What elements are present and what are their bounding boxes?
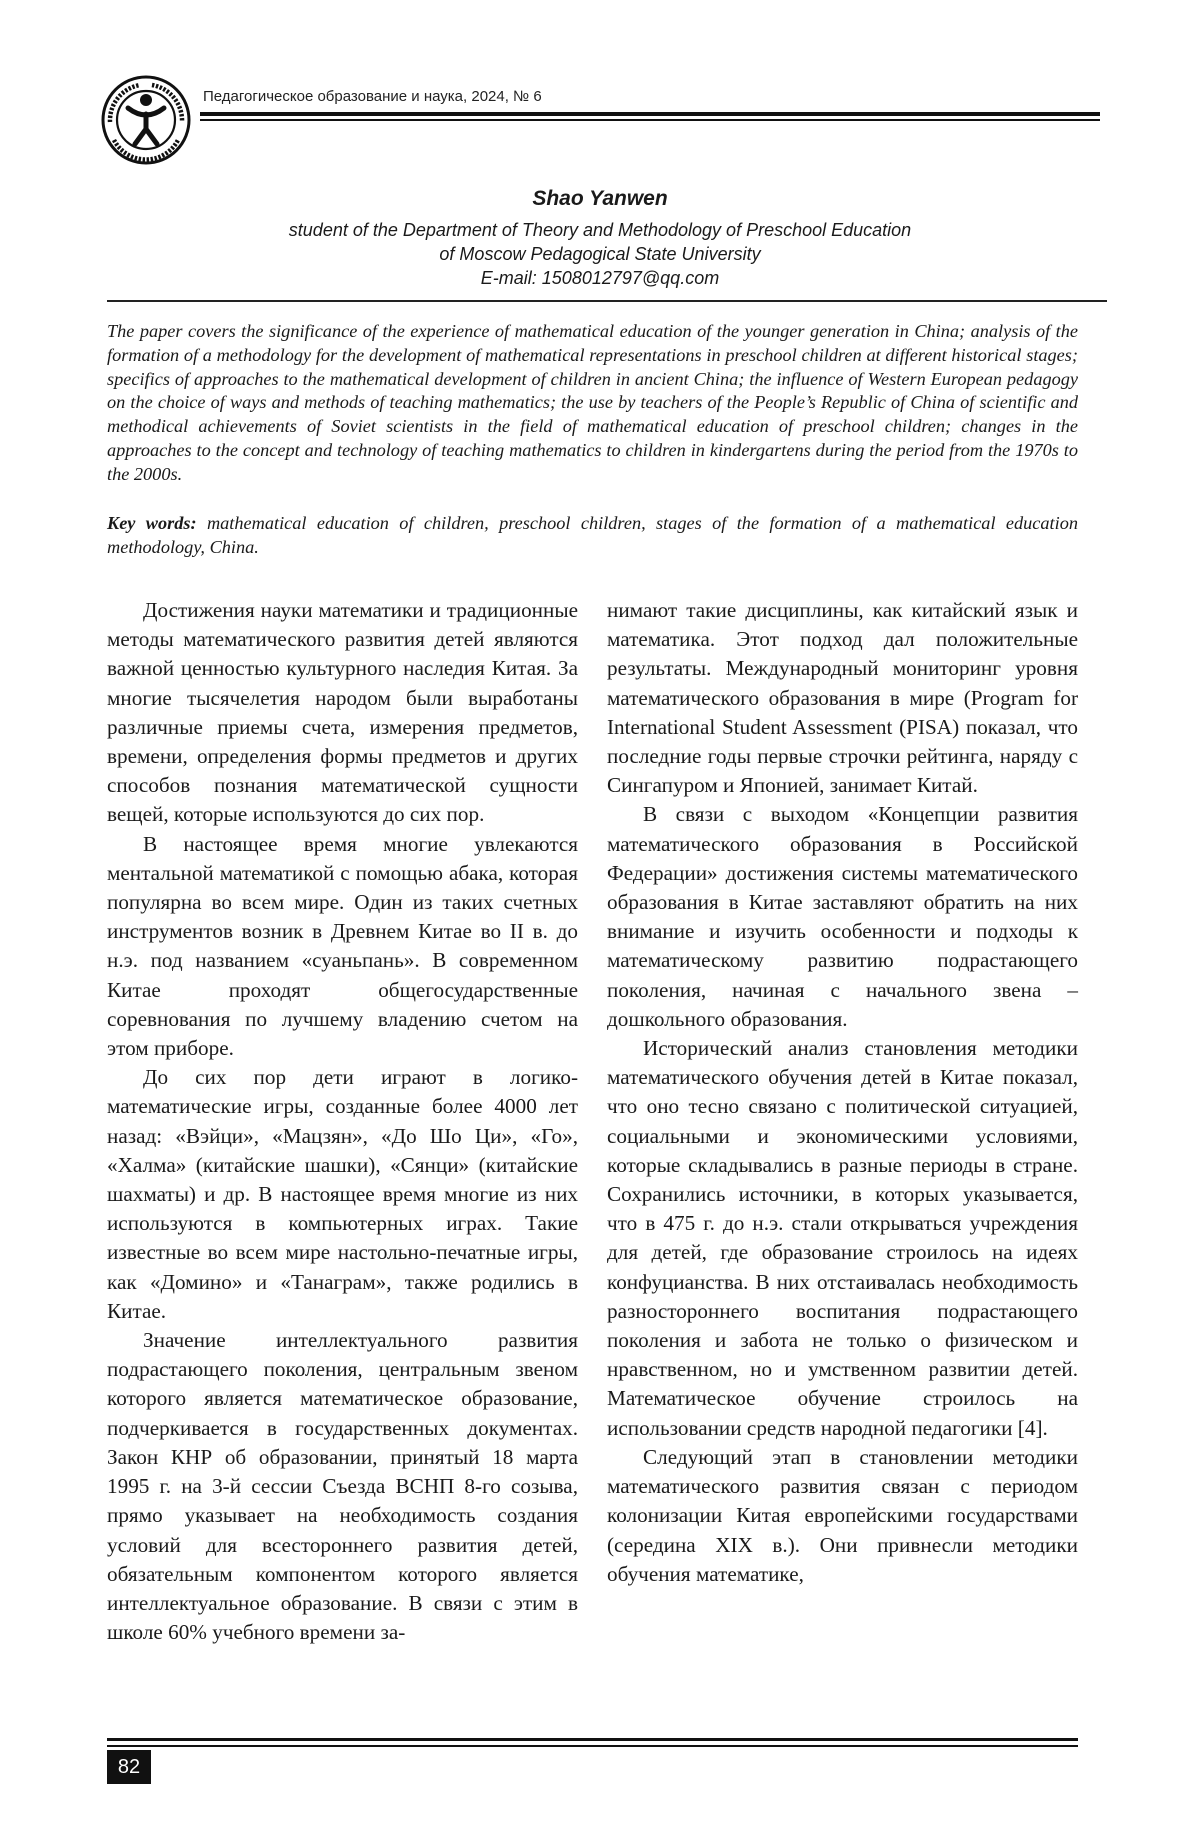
footer-rule-thin (107, 1745, 1078, 1747)
author-affiliation-line2: of Moscow Pedagogical State University (439, 244, 761, 264)
footer-rule-thick (107, 1738, 1078, 1741)
paragraph: Исторический анализ становления методики математического обучения детей в Китае показал, что оно тесно связано с политической ситуацией, социальными и экономическими условиями, которые складывались в разные периоды в стране. Сохранились источники, в которых указывается, что в 475 г. до н.э. стали открываться учреждения для детей, где образование строилось на идеях конфуцианства. В них отстаивалась необходимость разностороннего воспитания подрастающего поколения и забота не только о физическом и нравственном, но и умственном развитии детей. Математическое обучение строилось на использовании средств народной педагогики [4]. (607, 1036, 1078, 1440)
header-rule-thick (200, 112, 1100, 116)
keywords (107, 512, 1078, 560)
paragraph-continuation: нимают такие дисциплины, как китайский язык и математика. Этот подход дал положительные результаты. Международный мониторинг уровня математического образования в мире (Program for International Student Assessment (PISA) показал, что последние годы первые строчки рейтинга, наряду с Сингапуром и Японией, занимает Китай. (607, 598, 1078, 798)
author-email: E-mail: 1508012797@qq.com (480, 268, 720, 288)
author-affiliation-line1: student of the Department of Theory and Methodology of Preschool Education (288, 220, 912, 240)
paragraph: Следующий этап в становлении методики математического развития связан с периодом колонизации Китая европейскими государствами (середина XIX в.). Они привнесли методики обучения математике, (607, 1444, 1078, 1586)
body-column-right (607, 596, 1078, 1589)
running-header (100, 74, 1100, 174)
paragraph: Значение интеллектуального развития подрастающего поколения, центральным звеном которого является математическое образование, подчеркивается в государственных документах. Закон КНР об образовании, принятый 18 марта 1995 г. на 3-й сессии Съезда ВСНП 8-го созыва, прямо указывает на необходимость создания условий для всестороннего развития детей, обязательным компонентом которого является интеллектуальное образование. В связи с этим в школе 60% учебного времени за- (107, 1328, 578, 1645)
paragraph: В настоящее время многие увлекаются ментальной математикой с помощью абака, которая популярна во всем мире. Один из таких счетных инструментов возник в Древнем Китае во II в. до н.э. под названием «суаньпань». В современном Китае проходят общегосударственные соревнования по лучшему владению счетом на этом приборе. (107, 831, 578, 1061)
journal-title: Педагогическое образование и наука, 2024, № 6 (203, 88, 542, 105)
abstract: The paper covers the significance of the experience of mathematical education of the younger generation in China; analysis of the formation of a methodology for the development of mathematical representations in preschool children at different historical stages; specifics of approaches to the mathematical development of children in ancient China; the influence of Western European pedagogy on the choice of ways and methods of teaching mathematics; the use by teachers of the People’s Republic of China of scientific and methodical achievements of Soviet scientists in the field of mathematical education of preschool children; changes in the approaches to the concept and technology of teaching mathematics to children in kindergartens during the period from the 1970s to the 2000s. (107, 321, 1078, 484)
header-rule-thin (200, 119, 1100, 121)
paragraph: До сих пор дети играют в логико-математические игры, созданные более 4000 лет назад: «Вэйци», «Мацзян», «До Шо Ци», «Го», «Халма» (китайские шашки), «Сянци» (китайские шахматы) и др. В настоящее время многие из них используются в компьютерных играх. Такие известные во всем мире настольно-печатные игры, как «Домино» и «Танаграм», также родились в Китае. (107, 1065, 578, 1323)
author-separator (107, 300, 1107, 302)
body-column-left (107, 596, 578, 1647)
author-name: Shao Yanwen (532, 187, 668, 210)
keywords-text: mathematical education of children, preschool children, stages of the formation of a mathematical education methodology, China. (107, 513, 1078, 557)
page-number: 82 (107, 1750, 151, 1784)
journal-logo (100, 74, 192, 166)
paragraph: В связи с выходом «Концепции развития математического образования в Российской Федерации» достижения системы математического образования в Китае заставляют обратить на них внимание и изучить особенности и подходы к математическому развитию подрастающего поколения, начиная с начального звена – дошкольного образования. (607, 802, 1078, 1031)
keywords-label: Key words: (107, 513, 197, 533)
paragraph: Достижения науки математики и традиционные методы математического развития детей являются важной ценностью культурного наследия Китая. За многие тысячелетия народом были выработаны различные приемы счета, измерения предметов, времени, определения формы предметов и других способов познания математической сущности вещей, которые используются до сих пор. (107, 598, 578, 827)
